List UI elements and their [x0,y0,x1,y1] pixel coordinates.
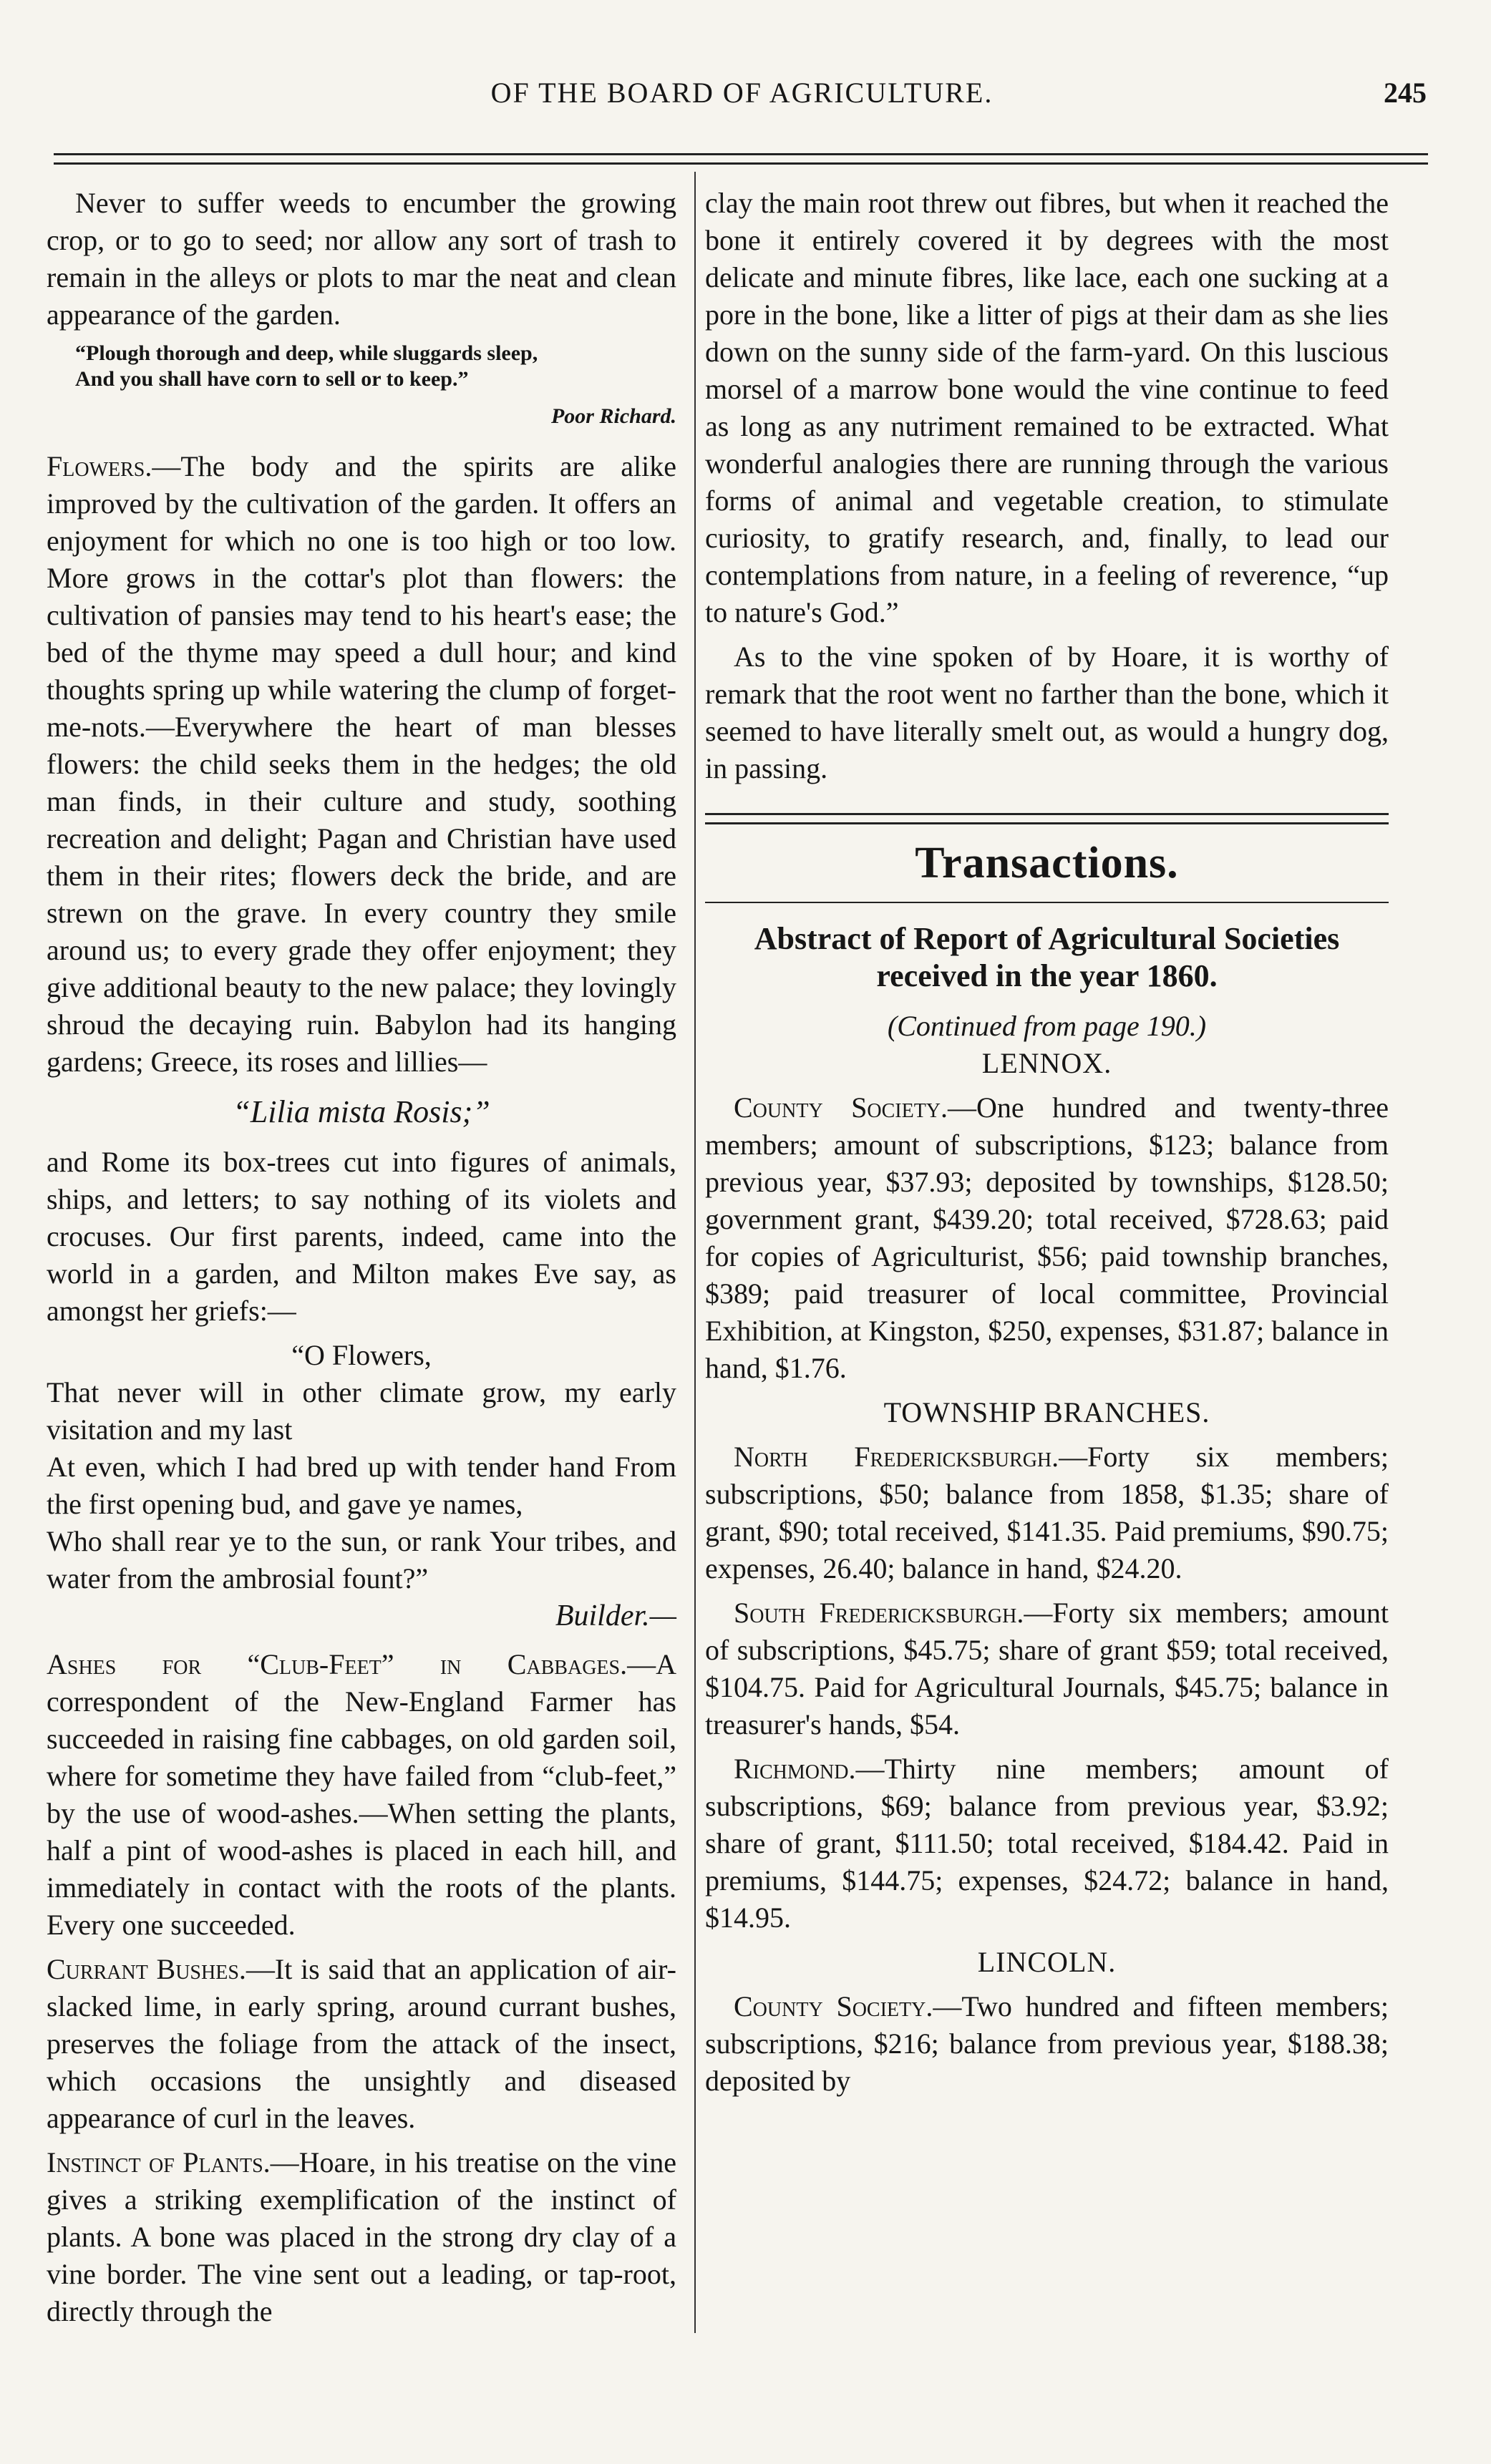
paragraph-richmond [705,1750,1389,1937]
section-double-rule [705,813,1389,824]
running-header [57,69,1427,126]
poem-attribution: Builder.— [555,1599,676,1632]
paragraph-currant [47,1951,676,2137]
poem-line-3: At even, which I had bred up with tender hand From the first opening bud, and gave ye names, [47,1451,676,1520]
poem-line-4: Who shall rear ye to the sun, or rank Your tribes, and water from the ambrosial fount?” [47,1525,676,1594]
paragraph-bone: clay the main root threw out fibres, but when it reached the bone it entirely covered it by degrees with the most delicate and minute fibres, like lace, each one sucking at a pore in the bone, like a litter of pigs at their dam as she lies down on the sunny side of the farm-yard. On this luscious morsel of a marrow bone would the vine continue to feed as long as any nutriment remained to be extracted. What wonderful analogies there are running through the various forms of animal and vegetable creation, to stimulate curiosity, to gratify research, and, finally, to lead our contemplations from nature, in a feeling of reverence, “up to nature's God.” [705,187,1389,628]
quote-plough-line-1: “Plough thorough and deep, while sluggards sleep, [75,341,538,365]
paragraph-lincoln-county [705,1988,1389,2100]
heading-lennox: LENNOX. [981,1047,1112,1079]
richmond-label: Richmond. [734,1753,856,1785]
paragraph-south-fredericksburgh [705,1594,1389,1743]
lincoln-county-label: County Society. [734,1990,933,2022]
lincoln-county-text: —Two hundred and fifteen members; subscriptions, $216; balance from previous year, $188.38; deposited by [705,1990,1389,2097]
page-number: 245 [1384,77,1427,109]
ashes-label: Ashes for “Club-Feet” in Cabbages. [47,1648,628,1680]
paragraph-lennox-county [705,1089,1389,1387]
poem-line-1: “O Flowers, [291,1339,432,1371]
flowers-text: —The body and the spirits are alike improved by the cultivation of the garden. It offers an enjoyment for which no one is too high or too low. More grows in the cottar's plot than flowers: the cultivation of pansies may tend to his heart's ease; the bed of the thyme may speed a dull hour; and kind thoughts spring up while watering the clump of forget-me-nots.—Everywhere the heart of man blesses flowers: the child seeks them in the hedges; the old man finds, in their culture and study, soothing recreation and delight; Pagan and Christian have used them in their rites; flowers deck the bride, and are strewn on the grave. In every country they smile around us; to every grade they offer enjoyment; they give additional beauty to the new palace; they lovingly shroud the decaying ruin. Babylon had its hanging gardens; Greece, its roses and lillies— [47,450,676,1078]
paragraph-vine: As to the vine spoken of by Hoare, it is worthy of remark that the root went no farther than the bone, which it seemed to have literally smelt out, as would a hungry dog, in passing. [705,641,1389,784]
poem-line-2: That never will in other climate grow, my early visitation and my last [47,1376,676,1446]
currant-label: Currant Bushes. [47,1953,246,1985]
instinct-text: —Hoare, in his treatise on the vine gives a striking exemplification of the instinct of plants. A bone was placed in the strong dry clay of a vine border. The vine sent out a leading, or tap-root, directly through the [47,2146,676,2327]
paragraph-instinct [47,2144,676,2330]
lennox-county-text: —One hundred and twenty-three members; amount of subscriptions, $123; balance from previous year, $37.93; deposited by townships, $128.50; government grant, $439.20; total received, $728.63; paid for copies of Agriculturist, $56; paid township branches, $389; paid treasurer of local committee, Provincial Exhibition, at Kingston, $250, expenses, $31.87; balance in hand, $1.76. [705,1091,1389,1384]
paragraph-flowers [47,448,676,1081]
paragraph-north-fredericksburgh [705,1438,1389,1587]
transactions-heading: Transactions. [915,839,1179,887]
north-label: North Fredericksburgh. [734,1441,1059,1473]
south-text: —Forty six members; amount of subscriptions, $45.75; share of grant $59; total received, $104.75. Paid for Agricultural Journals, $45.75; balance in treasurer's hands, $54. [705,1597,1389,1740]
ashes-text: —A correspondent of the New-England Farmer has succeeded in raising fine cabbages, on old garden soil, where for sometime they have failed from “club-feet,” by the use of wood-ashes.—When setting the plants, half a pint of wood-ashes is placed in each hill, and immediately in contact with the roots of the plants. Every one succeeded. [47,1648,676,1941]
lennox-county-label: County Society. [734,1091,948,1124]
quote-plough-attribution: Poor Richard. [550,404,676,428]
milton-poem [47,1337,676,1597]
header-double-rule [54,153,1428,165]
abstract-title: Abstract of Report of Agricultural Societies received in the year 1860. [754,921,1340,993]
quote-plough-line-2: And you shall have corn to sell or to keep.” [75,367,469,391]
north-text: —Forty six members; subscriptions, $50; balance from 1858, $1.35; share of grant, $90; total received, $141.35. Paid premiums, $90.75; expenses, 26.40; balance in hand, $24.20. [705,1441,1389,1584]
paragraph-weeds: Never to suffer weeds to encumber the growing crop, or to go to seed; nor allow any sort of trash to remain in the alleys or plots to mar the neat and clean appearance of the garden. [47,187,676,331]
continued-note: (Continued from page 190.) [887,1010,1207,1042]
richmond-text: —Thirty nine members; amount of subscriptions, $69; balance from previous year, $3.92; share of grant, $111.50; total received, $184.42. Paid in premiums, $144.75; expenses, $24.72; balance in hand, $14.95. [705,1753,1389,1934]
flowers-label: Flowers. [47,450,152,482]
south-label: South Fredericksburgh. [734,1597,1024,1629]
lilia-quote: “Lilia mista Rosis;” [233,1094,490,1129]
header-title: OF THE BOARD OF AGRICULTURE. [490,77,994,109]
heading-township-branches: TOWNSHIP BRANCHES. [883,1396,1210,1428]
quote-plough [75,341,676,392]
currant-text: —It is said that an application of air-slacked lime, in early spring, around currant bushes, preserves the foliage from the attack of the insect, which occasions the unsightly and diseased appearance of curl in the leaves. [47,1953,676,2134]
transactions-rule [705,902,1389,903]
left-column [47,185,676,2337]
heading-lincoln: LINCOLN. [977,1946,1117,1978]
column-divider [694,172,696,2333]
paragraph-rome: and Rome its box-trees cut into figures of animals, ships, and letters; to say nothing of its violets and crocuses. Our first parents, indeed, came into the world in a garden, and Milton makes Eve say, as amongst her griefs:— [47,1146,676,1327]
right-column [705,185,1389,2107]
instinct-label: Instinct of Plants. [47,2146,271,2178]
paragraph-ashes [47,1646,676,1944]
